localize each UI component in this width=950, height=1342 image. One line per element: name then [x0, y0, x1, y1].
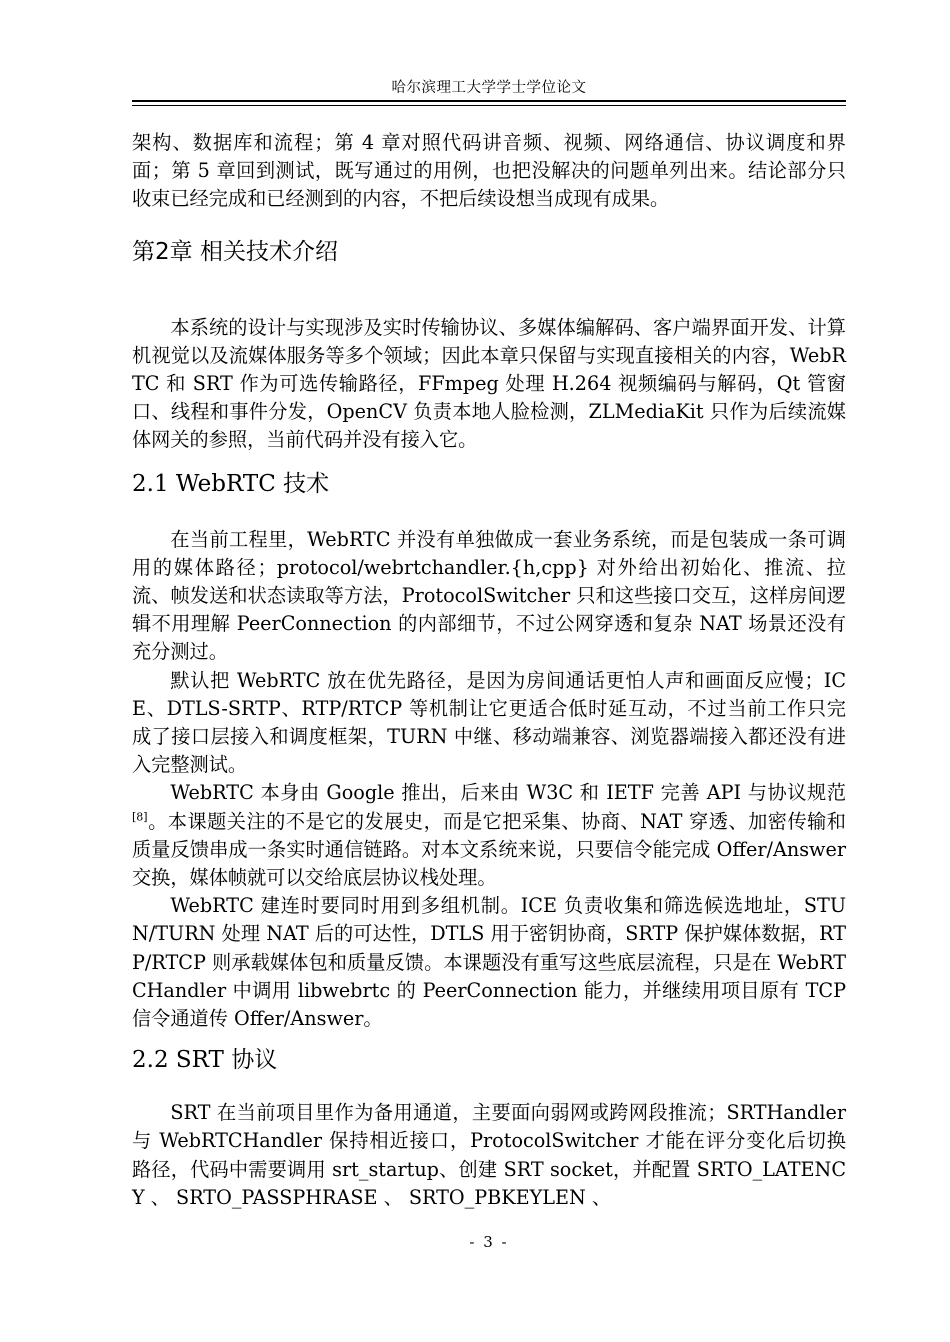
page-number: - 3 -	[469, 1233, 509, 1251]
chapter-intro-paragraph: 本系统的设计与实现涉及实时传输协议、多媒体编解码、客户端界面开发、计算机视觉以及流媒体服务等多个领域；因此本章只保留与实现直接相关的内容，WebRTC 和 SRT 作为可选传输路径，FFmpeg 处理 H.264 视频编码与解码，Qt 管窗口、线程和事件分发，OpenCV 负责本地人脸检测，ZLMediaKit 只作为后续流媒体网关的参照，当前代码并没有接入它。	[132, 315, 846, 452]
paragraph-3-text-before: WebRTC 本身由 Google 推出，后来由 W3C 和 IETF 完善 API 与协议规范	[170, 781, 846, 805]
running-header: 哈尔滨理工大学学士学位论文	[391, 80, 587, 96]
page-content	[132, 129, 846, 1212]
header-rule-thick	[132, 100, 846, 102]
section-2-1-paragraph-1: 在当前工程里，WebRTC 并没有单独做成一套业务系统，而是包装成一条可调用的媒体路径；protocol/webrtchandler.{h,cpp} 对外给出初始化、推流、拉流、帧发送和状态读取等方法，ProtocolSwitcher 只和这些接口交互，这样房间逻辑不用理解 PeerConnection 的内部细节，不过公网穿透和复杂 NAT 场景还没有充分测过。	[132, 527, 846, 664]
section-2-1-paragraph-2: 默认把 WebRTC 放在优先路径，是因为房间通话更怕人声和画面反应慢；ICE、DTLS-SRTP、RTP/RTCP 等机制让它更适合低时延互动，不过当前工作只完成了接口层接入和调度框架，TURN 中继、移动端兼容、浏览器端接入都还没有进入完整测试。	[132, 668, 846, 777]
section-2-1-paragraph-3	[132, 779, 846, 892]
citation-reference[interactable]: [8]	[132, 810, 148, 824]
section-2-2-paragraph-1: SRT 在当前项目里作为备用通道，主要面向弱网或跨网段推流；SRTHandler 与 WebRTCHandler 保持相近接口，ProtocolSwitcher 才能在评分变化后切换路径，代码中需要调用 srt_startup、创建 SRT socket，并配置 SRTO_LATENCY 、 SRTO_PASSPHRASE 、 SRTO_PBKEYLEN 、	[132, 1101, 846, 1209]
section-heading-2-1: 2.1 WebRTC 技术	[132, 470, 330, 497]
previous-section-tail: 架构、数据库和流程；第 4 章对照代码讲音频、视频、网络通信、协议调度和界面；第 5 章回到测试，既写通过的用例，也把没解决的问题单列出来。结论部分只收束已经完成和已经测到的内容，不把后续设想当成现有成果。	[132, 131, 846, 211]
section-heading-2-2: 2.2 SRT 协议	[132, 1047, 278, 1074]
header-rule-thin	[132, 105, 846, 106]
chapter-title: 第2章 相关技术介绍	[132, 238, 338, 265]
section-2-1-paragraph-4: WebRTC 建连时要同时用到多组机制。ICE 负责收集和筛选候选地址，STUN/TURN 处理 NAT 后的可达性，DTLS 用于密钥协商，SRTP 保护媒体数据，RTP/RTCP 则承载媒体包和质量反馈。本课题没有重写这些底层流程，只是在 WebRTCHandler 中调用 libwebrtc 的 PeerConnection 能力，并继续用项目原有 TCP 信令通道传 Offer/Answer。	[132, 894, 846, 1031]
paragraph-3-text-after: 。本课题关注的不是它的发展史，而是它把采集、协商、NAT 穿透、加密传输和质量反馈串成一条实时通信链路。对本文系统来说，只要信令能完成 Offer/Answer 交换，媒体帧就可以交给底层协议栈处理。	[132, 809, 846, 890]
